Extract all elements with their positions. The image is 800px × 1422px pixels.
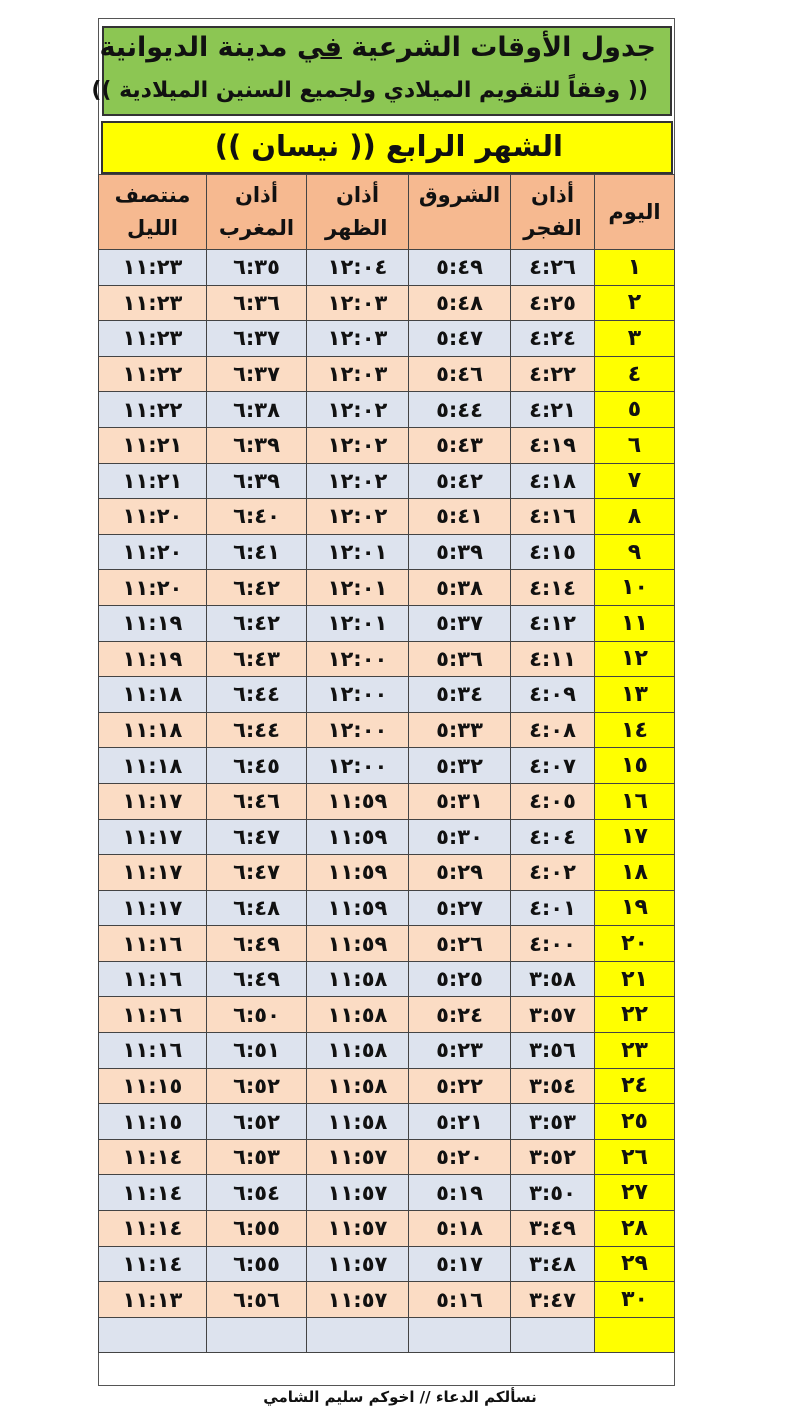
cell-maghrib: ٦:٤٣ bbox=[207, 641, 307, 677]
cell-sunrise: ٥:١٩ bbox=[409, 1175, 511, 1211]
empty-cell bbox=[207, 1317, 307, 1352]
cell-sunrise: ٥:١٨ bbox=[409, 1211, 511, 1247]
table-row bbox=[99, 499, 675, 535]
header-maghrib bbox=[207, 175, 307, 250]
cell-maghrib: ٦:٥٤ bbox=[207, 1175, 307, 1211]
cell-day: ٢ bbox=[595, 285, 675, 321]
cell-fajr: ٤:٠٤ bbox=[511, 819, 595, 855]
cell-midnight: ١١:١٥ bbox=[99, 1068, 207, 1104]
cell-dhuhr: ١١:٥٨ bbox=[307, 997, 409, 1033]
cell-maghrib: ٦:٤٩ bbox=[207, 961, 307, 997]
cell-midnight: ١١:١٨ bbox=[99, 712, 207, 748]
cell-maghrib: ٦:٤٧ bbox=[207, 819, 307, 855]
cell-maghrib: ٦:٤٥ bbox=[207, 748, 307, 784]
cell-fajr: ٤:٢٥ bbox=[511, 285, 595, 321]
title-banner bbox=[91, 26, 672, 116]
table-row bbox=[99, 570, 675, 606]
header-sunrise-label: الشروق bbox=[418, 183, 501, 207]
cell-midnight: ١١:٢٠ bbox=[99, 499, 207, 535]
cell-sunrise: ٥:٤٢ bbox=[409, 463, 511, 499]
cell-sunrise: ٥:١٧ bbox=[409, 1246, 511, 1282]
header-maghrib-label: أذان المغرب bbox=[218, 183, 295, 240]
cell-sunrise: ٥:٣٦ bbox=[409, 641, 511, 677]
cell-day: ١١ bbox=[595, 605, 675, 641]
cell-dhuhr: ١١:٥٨ bbox=[307, 961, 409, 997]
cell-day: ١٥ bbox=[595, 748, 675, 784]
cell-sunrise: ٥:٢١ bbox=[409, 1104, 511, 1140]
table-row bbox=[99, 534, 675, 570]
title-prefix: جدول الأوقات الشرعية bbox=[341, 32, 656, 63]
cell-midnight: ١١:١٧ bbox=[99, 819, 207, 855]
footer-note: نسألكم الدعاء // اخوكم سليم الشامي bbox=[263, 1388, 537, 1406]
table-row bbox=[99, 427, 675, 463]
title-suffix: مدينة الديوانية bbox=[99, 32, 297, 63]
cell-midnight: ١١:٢٣ bbox=[99, 321, 207, 357]
cell-midnight: ١١:١٤ bbox=[99, 1211, 207, 1247]
cell-dhuhr: ١٢:٠١ bbox=[307, 570, 409, 606]
cell-fajr: ٤:٠٨ bbox=[511, 712, 595, 748]
cell-day: ٧ bbox=[595, 463, 675, 499]
cell-fajr: ٣:٥٤ bbox=[511, 1068, 595, 1104]
header-fajr-label: أذان الفجر bbox=[523, 183, 582, 240]
cell-midnight: ١١:١٤ bbox=[99, 1139, 207, 1175]
header-day: اليوم bbox=[595, 175, 675, 250]
cell-sunrise: ٥:٣٠ bbox=[409, 819, 511, 855]
cell-maghrib: ٦:٥٥ bbox=[207, 1246, 307, 1282]
cell-day: ٢٩ bbox=[595, 1246, 675, 1282]
cell-day: ٢١ bbox=[595, 961, 675, 997]
cell-dhuhr: ١١:٥٩ bbox=[307, 819, 409, 855]
cell-day: ٢٠ bbox=[595, 926, 675, 962]
cell-midnight: ١١:٢٣ bbox=[99, 250, 207, 286]
table-row bbox=[99, 819, 675, 855]
cell-maghrib: ٦:٥٦ bbox=[207, 1282, 307, 1318]
header-dhuhr-label: أذان الظهر bbox=[325, 183, 388, 240]
table-row bbox=[99, 250, 675, 286]
cell-sunrise: ٥:٢٠ bbox=[409, 1139, 511, 1175]
cell-day: ١٩ bbox=[595, 890, 675, 926]
page-title bbox=[99, 32, 656, 63]
cell-fajr: ٤:١٦ bbox=[511, 499, 595, 535]
table-row bbox=[99, 1033, 675, 1069]
cell-dhuhr: ١١:٥٧ bbox=[307, 1246, 409, 1282]
cell-maghrib: ٦:٤٨ bbox=[207, 890, 307, 926]
cell-sunrise: ٥:٣٧ bbox=[409, 605, 511, 641]
cell-day: ١٧ bbox=[595, 819, 675, 855]
table-row bbox=[99, 356, 675, 392]
cell-sunrise: ٥:٤١ bbox=[409, 499, 511, 535]
table-row bbox=[99, 1104, 675, 1140]
cell-maghrib: ٦:٥٥ bbox=[207, 1211, 307, 1247]
cell-sunrise: ٥:٣٨ bbox=[409, 570, 511, 606]
cell-maghrib: ٦:٤١ bbox=[207, 534, 307, 570]
cell-fajr: ٤:٠٢ bbox=[511, 855, 595, 891]
cell-dhuhr: ١٢:٠٣ bbox=[307, 285, 409, 321]
cell-sunrise: ٥:٤٦ bbox=[409, 356, 511, 392]
cell-fajr: ٤:٠٩ bbox=[511, 677, 595, 713]
cell-fajr: ٣:٥٣ bbox=[511, 1104, 595, 1140]
empty-cell bbox=[307, 1317, 409, 1352]
table-row bbox=[99, 712, 675, 748]
cell-maghrib: ٦:٥٢ bbox=[207, 1104, 307, 1140]
cell-midnight: ١١:١٦ bbox=[99, 997, 207, 1033]
cell-dhuhr: ١١:٥٩ bbox=[307, 926, 409, 962]
cell-fajr: ٣:٥٢ bbox=[511, 1139, 595, 1175]
cell-dhuhr: ١١:٥٨ bbox=[307, 1068, 409, 1104]
cell-dhuhr: ١٢:٠٢ bbox=[307, 499, 409, 535]
page-subtitle: (( وفقاً للتقويم الميلادي ولجميع السنين الميلادية )) bbox=[91, 78, 648, 103]
table-row bbox=[99, 605, 675, 641]
empty-cell bbox=[409, 1317, 511, 1352]
table-row bbox=[99, 783, 675, 819]
cell-midnight: ١١:١٤ bbox=[99, 1246, 207, 1282]
cell-sunrise: ٥:٣٤ bbox=[409, 677, 511, 713]
cell-day: ٩ bbox=[595, 534, 675, 570]
title-underlined: في bbox=[296, 32, 342, 63]
cell-dhuhr: ١١:٥٧ bbox=[307, 1211, 409, 1247]
cell-midnight: ١١:١٦ bbox=[99, 926, 207, 962]
cell-midnight: ١١:٢١ bbox=[99, 427, 207, 463]
cell-maghrib: ٦:٤٢ bbox=[207, 605, 307, 641]
cell-dhuhr: ١١:٥٩ bbox=[307, 783, 409, 819]
cell-dhuhr: ١٢:٠٣ bbox=[307, 356, 409, 392]
cell-fajr: ٤:٢٤ bbox=[511, 321, 595, 357]
cell-day: ٣ bbox=[595, 321, 675, 357]
header-dhuhr bbox=[307, 175, 409, 250]
cell-dhuhr: ١١:٥٧ bbox=[307, 1139, 409, 1175]
cell-sunrise: ٥:٤٩ bbox=[409, 250, 511, 286]
cell-day: ٥ bbox=[595, 392, 675, 428]
cell-maghrib: ٦:٣٥ bbox=[207, 250, 307, 286]
cell-day: ١٣ bbox=[595, 677, 675, 713]
table-row bbox=[99, 961, 675, 997]
cell-sunrise: ٥:٢٢ bbox=[409, 1068, 511, 1104]
cell-maghrib: ٦:٤٦ bbox=[207, 783, 307, 819]
cell-day: ١ bbox=[595, 250, 675, 286]
cell-sunrise: ٥:٣١ bbox=[409, 783, 511, 819]
cell-sunrise: ٥:١٦ bbox=[409, 1282, 511, 1318]
empty-cell bbox=[99, 1317, 207, 1352]
cell-midnight: ١١:١٣ bbox=[99, 1282, 207, 1318]
table-row bbox=[99, 677, 675, 713]
cell-midnight: ١١:١٧ bbox=[99, 890, 207, 926]
cell-midnight: ١١:١٧ bbox=[99, 783, 207, 819]
cell-fajr: ٤:٠١ bbox=[511, 890, 595, 926]
table-row bbox=[99, 1068, 675, 1104]
cell-sunrise: ٥:٢٦ bbox=[409, 926, 511, 962]
cell-maghrib: ٦:٥٢ bbox=[207, 1068, 307, 1104]
cell-sunrise: ٥:٣٩ bbox=[409, 534, 511, 570]
cell-day: ٢٥ bbox=[595, 1104, 675, 1140]
cell-fajr: ٣:٤٩ bbox=[511, 1211, 595, 1247]
cell-fajr: ٤:٢١ bbox=[511, 392, 595, 428]
cell-dhuhr: ١٢:٠٠ bbox=[307, 641, 409, 677]
cell-midnight: ١١:١٤ bbox=[99, 1175, 207, 1211]
table-row bbox=[99, 748, 675, 784]
cell-dhuhr: ١٢:٠٠ bbox=[307, 712, 409, 748]
table-row bbox=[99, 1282, 675, 1318]
cell-day: ٢٣ bbox=[595, 1033, 675, 1069]
cell-day: ٢٤ bbox=[595, 1068, 675, 1104]
cell-midnight: ١١:١٩ bbox=[99, 605, 207, 641]
empty-cell bbox=[595, 1317, 675, 1352]
cell-fajr: ٣:٥٠ bbox=[511, 1175, 595, 1211]
cell-dhuhr: ١١:٥٩ bbox=[307, 890, 409, 926]
header-fajr bbox=[511, 175, 595, 250]
cell-day: ٤ bbox=[595, 356, 675, 392]
cell-maghrib: ٦:٤٤ bbox=[207, 712, 307, 748]
cell-dhuhr: ١٢:٠٢ bbox=[307, 392, 409, 428]
cell-maghrib: ٦:٤٢ bbox=[207, 570, 307, 606]
cell-maghrib: ٦:٤٩ bbox=[207, 926, 307, 962]
cell-sunrise: ٥:٢٥ bbox=[409, 961, 511, 997]
cell-dhuhr: ١٢:٠٢ bbox=[307, 463, 409, 499]
cell-fajr: ٤:١٢ bbox=[511, 605, 595, 641]
header-row bbox=[99, 175, 675, 250]
cell-fajr: ٤:١٤ bbox=[511, 570, 595, 606]
table-row bbox=[99, 1246, 675, 1282]
cell-dhuhr: ١١:٥٨ bbox=[307, 1104, 409, 1140]
cell-fajr: ٤:٢٢ bbox=[511, 356, 595, 392]
cell-fajr: ٣:٤٨ bbox=[511, 1246, 595, 1282]
cell-midnight: ١١:٢٢ bbox=[99, 356, 207, 392]
cell-fajr: ٤:١٩ bbox=[511, 427, 595, 463]
cell-maghrib: ٦:٣٦ bbox=[207, 285, 307, 321]
table-row bbox=[99, 1211, 675, 1247]
cell-fajr: ٤:٠٠ bbox=[511, 926, 595, 962]
cell-maghrib: ٦:٣٧ bbox=[207, 356, 307, 392]
cell-fajr: ٣:٥٨ bbox=[511, 961, 595, 997]
table-row bbox=[99, 855, 675, 891]
cell-day: ٢٨ bbox=[595, 1211, 675, 1247]
cell-dhuhr: ١٢:٠٣ bbox=[307, 321, 409, 357]
cell-midnight: ١١:١٧ bbox=[99, 855, 207, 891]
cell-day: ١٤ bbox=[595, 712, 675, 748]
cell-maghrib: ٦:٣٩ bbox=[207, 463, 307, 499]
cell-maghrib: ٦:٥١ bbox=[207, 1033, 307, 1069]
cell-sunrise: ٥:٤٣ bbox=[409, 427, 511, 463]
cell-midnight: ١١:١٨ bbox=[99, 748, 207, 784]
cell-maghrib: ٦:٥٠ bbox=[207, 997, 307, 1033]
cell-dhuhr: ١١:٥٨ bbox=[307, 1033, 409, 1069]
cell-day: ٢٢ bbox=[595, 997, 675, 1033]
cell-fajr: ٤:٠٥ bbox=[511, 783, 595, 819]
cell-maghrib: ٦:٤٤ bbox=[207, 677, 307, 713]
cell-fajr: ٣:٥٧ bbox=[511, 997, 595, 1033]
cell-fajr: ٣:٥٦ bbox=[511, 1033, 595, 1069]
cell-day: ٦ bbox=[595, 427, 675, 463]
cell-dhuhr: ١١:٥٩ bbox=[307, 855, 409, 891]
table-row bbox=[99, 926, 675, 962]
cell-fajr: ٤:٠٧ bbox=[511, 748, 595, 784]
cell-day: ١٢ bbox=[595, 641, 675, 677]
cell-maghrib: ٦:٣٩ bbox=[207, 427, 307, 463]
cell-day: ٣٠ bbox=[595, 1282, 675, 1318]
table-row bbox=[99, 1175, 675, 1211]
cell-midnight: ١١:٢٠ bbox=[99, 534, 207, 570]
cell-day: ٢٧ bbox=[595, 1175, 675, 1211]
cell-midnight: ١١:٢١ bbox=[99, 463, 207, 499]
cell-sunrise: ٥:٢٧ bbox=[409, 890, 511, 926]
month-label: الشهر الرابع (( نيسان )) bbox=[214, 129, 563, 163]
cell-sunrise: ٥:٢٤ bbox=[409, 997, 511, 1033]
cell-midnight: ١١:١٦ bbox=[99, 1033, 207, 1069]
cell-sunrise: ٥:٤٤ bbox=[409, 392, 511, 428]
cell-midnight: ١١:١٥ bbox=[99, 1104, 207, 1140]
table-row bbox=[99, 641, 675, 677]
cell-maghrib: ٦:٤٧ bbox=[207, 855, 307, 891]
cell-fajr: ٤:٢٦ bbox=[511, 250, 595, 286]
table-row bbox=[99, 321, 675, 357]
cell-dhuhr: ١٢:٠٠ bbox=[307, 748, 409, 784]
cell-day: ١٦ bbox=[595, 783, 675, 819]
prayer-times-table bbox=[98, 174, 675, 1353]
header-midnight bbox=[99, 175, 207, 250]
cell-fajr: ٤:١١ bbox=[511, 641, 595, 677]
cell-dhuhr: ١١:٥٧ bbox=[307, 1175, 409, 1211]
cell-sunrise: ٥:٣٣ bbox=[409, 712, 511, 748]
cell-maghrib: ٦:٣٧ bbox=[207, 321, 307, 357]
header-sunrise bbox=[409, 175, 511, 250]
cell-sunrise: ٥:٣٢ bbox=[409, 748, 511, 784]
cell-dhuhr: ١٢:٠١ bbox=[307, 605, 409, 641]
empty-cell bbox=[511, 1317, 595, 1352]
cell-day: ٢٦ bbox=[595, 1139, 675, 1175]
table-row bbox=[99, 890, 675, 926]
cell-fajr: ٣:٤٧ bbox=[511, 1282, 595, 1318]
cell-sunrise: ٥:٤٧ bbox=[409, 321, 511, 357]
cell-dhuhr: ١٢:٠٠ bbox=[307, 677, 409, 713]
cell-midnight: ١١:٢٣ bbox=[99, 285, 207, 321]
cell-day: ١٠ bbox=[595, 570, 675, 606]
empty-row bbox=[99, 1317, 675, 1352]
cell-day: ٨ bbox=[595, 499, 675, 535]
cell-day: ١٨ bbox=[595, 855, 675, 891]
cell-maghrib: ٦:٤٠ bbox=[207, 499, 307, 535]
table-row bbox=[99, 463, 675, 499]
cell-sunrise: ٥:٢٩ bbox=[409, 855, 511, 891]
table-row bbox=[99, 285, 675, 321]
cell-midnight: ١١:٢٠ bbox=[99, 570, 207, 606]
cell-midnight: ١١:١٦ bbox=[99, 961, 207, 997]
table-row bbox=[99, 1139, 675, 1175]
cell-dhuhr: ١٢:٠٢ bbox=[307, 427, 409, 463]
header-midnight-label: منتصف الليل bbox=[114, 183, 191, 240]
cell-sunrise: ٥:٢٣ bbox=[409, 1033, 511, 1069]
month-banner bbox=[101, 121, 673, 174]
cell-dhuhr: ١١:٥٧ bbox=[307, 1282, 409, 1318]
cell-dhuhr: ١٢:٠١ bbox=[307, 534, 409, 570]
table-row bbox=[99, 392, 675, 428]
cell-maghrib: ٦:٣٨ bbox=[207, 392, 307, 428]
cell-fajr: ٤:١٨ bbox=[511, 463, 595, 499]
cell-maghrib: ٦:٥٣ bbox=[207, 1139, 307, 1175]
cell-sunrise: ٥:٤٨ bbox=[409, 285, 511, 321]
table-body bbox=[99, 250, 675, 1353]
cell-midnight: ١١:١٨ bbox=[99, 677, 207, 713]
cell-midnight: ١١:١٩ bbox=[99, 641, 207, 677]
cell-midnight: ١١:٢٢ bbox=[99, 392, 207, 428]
cell-fajr: ٤:١٥ bbox=[511, 534, 595, 570]
table-row bbox=[99, 997, 675, 1033]
cell-dhuhr: ١٢:٠٤ bbox=[307, 250, 409, 286]
